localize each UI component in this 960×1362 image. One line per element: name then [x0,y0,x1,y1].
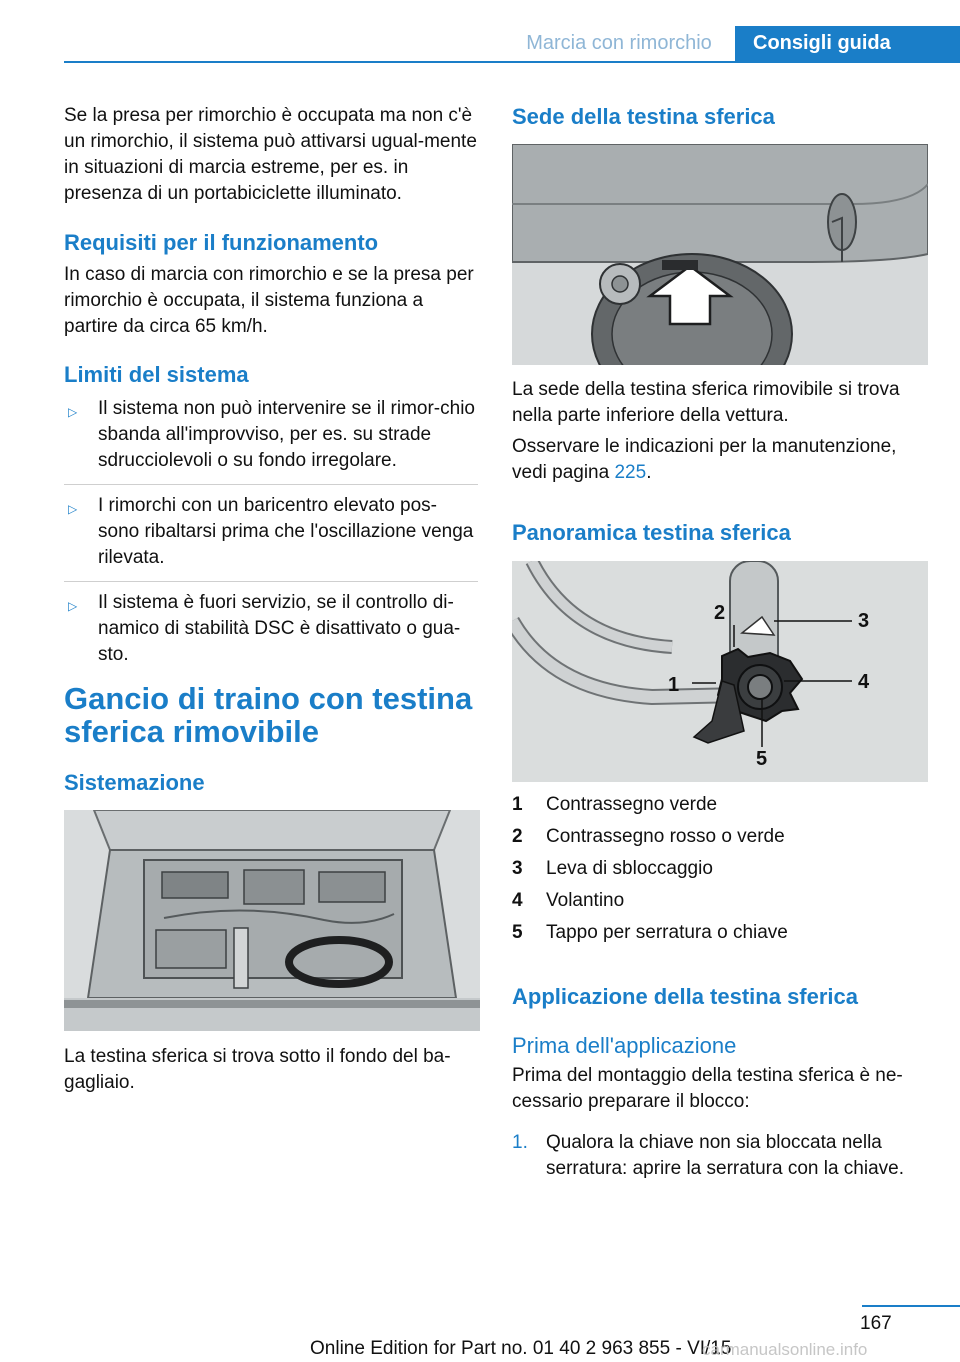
callout-2: 2 [714,602,726,624]
list-item: ▷ I rimorchi con un baricentro elevato pos-sono ribaltarsi prima che l'oscillazione venga rilevata. [68,495,474,568]
footer-edition: Online Edition for Part no. 01 40 2 963 855 - VI/15 [310,1338,732,1359]
gancio-heading: Gancio di traino con testina sferica rimovibile [64,681,473,749]
callout-1: 1 [668,674,680,696]
legend-row: 1 Contrassegno verde [512,794,718,815]
sistemazione-heading: Sistemazione [64,770,205,795]
prima-heading: Prima dell'applicazione [512,1033,737,1058]
trunk-illustration [64,810,480,1031]
triangle-bullet-icon: ▷ [68,502,78,516]
footer-rule [862,1305,960,1307]
prima-paragraph: Prima del montaggio della testina sferica è ne-cessario preparare il blocco: [512,1065,903,1112]
step-list-item: 1. Qualora la chiave non sia bloccata nella serratura: aprire la serratura con la chiave. [512,1132,904,1179]
page-number: 167 [860,1313,892,1334]
list-item: ▷ Il sistema è fuori servizio, se il controllo di-namico di stabilità DSC è disattivato o gua-sto. [68,592,461,665]
requisiti-heading: Requisiti per il funzionamento [64,230,379,255]
ball-head-overview-illustration [512,561,928,782]
sede-paragraph-1: La sede della testina sferica rimovibile si trova nella parte inferiore della vettura. [512,379,900,426]
limiti-list [64,396,478,678]
header-chapter-tab: Consigli guida [735,26,960,61]
sede-heading: Sede della testina sferica [512,104,775,129]
legend-row: 3 Leva di sbloccaggio [512,858,713,879]
legend-row: 5 Tappo per serratura o chiave [512,922,788,943]
callout-3: 3 [858,610,870,632]
triangle-bullet-icon: ▷ [68,599,78,613]
callout-5: 5 [756,748,768,770]
divider [64,581,478,582]
divider [64,484,478,485]
ball-socket-location-illustration [512,144,928,365]
list-item: ▷ Il sistema non può intervenire se il rimor-chio sbanda all'improvviso, per es. su strade sdrucciolevoli o su fondo irregolare. [68,398,475,471]
legend-row: 4 Volantino [512,890,625,911]
callout-legend [512,792,926,952]
legend-row: 2 Contrassegno rosso o verde [512,826,785,847]
watermark: carmanualsonline.info [702,1340,868,1359]
header-section-tab: Marcia con rimorchio [505,26,733,61]
page-reference-link[interactable]: 225 [614,462,647,483]
applicazione-heading: Applicazione della testina sferica [512,984,859,1009]
sede-paragraph-2: Osservare le indicazioni per la manutenzione, vedi pagina 225. [512,436,897,483]
limiti-heading: Limiti del sistema [64,362,249,387]
callout-4: 4 [858,671,870,693]
trunk-caption: La testina sferica si trova sotto il fondo del ba-gagliaio. [64,1046,451,1093]
triangle-bullet-icon: ▷ [68,405,78,419]
panoramica-heading: Panoramica testina sferica [512,520,791,545]
requisiti-paragraph: In caso di marcia con rimorchio e se la presa per rimorchio è occupata, il sistema funziona a partire da circa 65 km/h. [64,264,474,337]
intro-paragraph: Se la presa per rimorchio è occupata ma non c'è un rimorchio, il sistema può attivarsi ugual-mente in situazioni di marcia estreme, per es. in presenza di un portabiciclette illuminato. [64,105,477,204]
header-rule [64,61,960,63]
